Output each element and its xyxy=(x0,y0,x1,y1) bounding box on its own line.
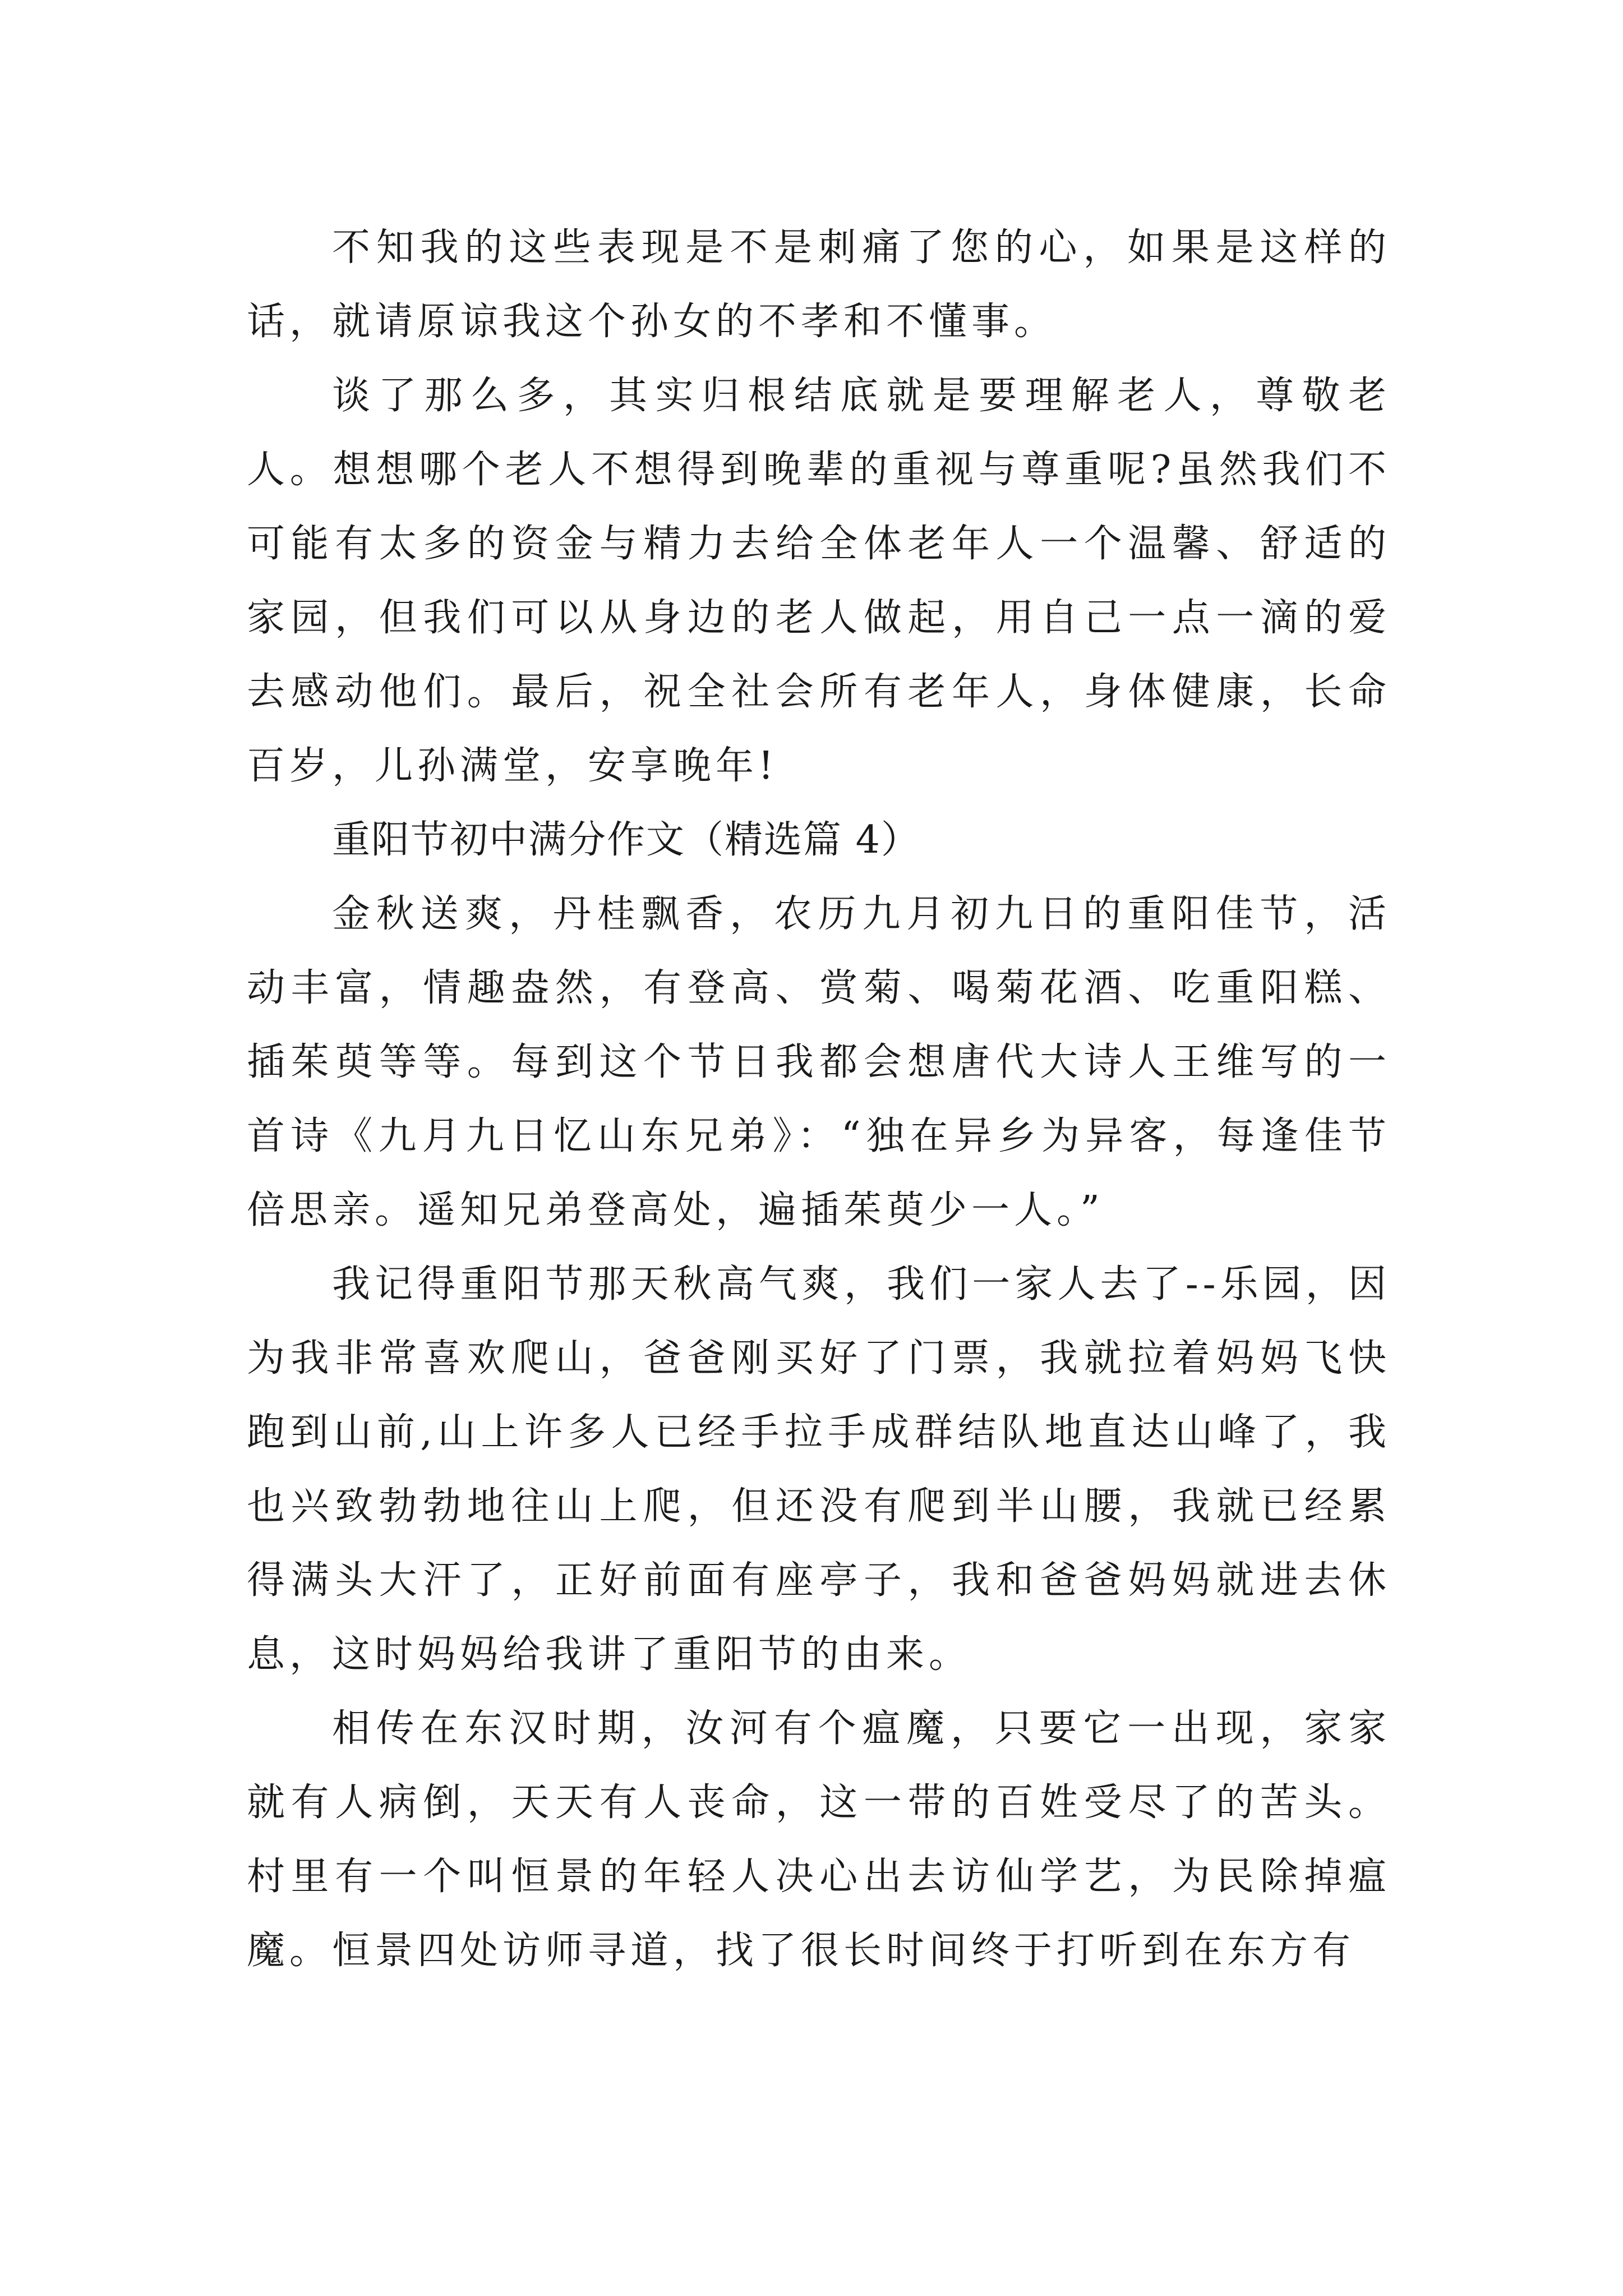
section-heading: 重阳节初中满分作文（精选篇 4） xyxy=(332,818,920,862)
paragraph-legend: 相传在东汉时期，汝河有个瘟魔，只要它一出现，家家就有人病倒，天天有人丧命，这一带的百姓受尽了的苦头。村里有一个叫恒景的年轻人决心出去访仙学艺，为民除掉瘟魔。恒景四处访师寻道，找了很长时间终于打听到在东方有 xyxy=(247,1706,1391,1973)
paragraph-festival-intro: 金秋送爽，丹桂飘香，农历九月初九日的重阳佳节，活动丰富，情趣盎然，有登高、赏菊、喝菊花酒、吃重阳糕、插茱萸等等。每到这个节日我都会想唐代大诗人王维写的一首诗《九月九日忆山东兄弟》：“独在异乡为异客，每逢佳节倍思亲。遥知兄弟登高处，遍插茱萸少一人。” xyxy=(247,892,1391,1232)
document-body xyxy=(247,211,1391,1988)
paragraph-apology: 不知我的这些表现是不是刺痛了您的心，如果是这样的话，就请原谅我这个孙女的不孝和不懂事。 xyxy=(247,226,1391,344)
paragraph-climbing: 我记得重阳节那天秋高气爽，我们一家人去了--乐园，因为我非常喜欢爬山，爸爸刚买好了门票，我就拉着妈妈飞快跑到山前,山上许多人已经手拉手成群结队地直达山峰了，我也兴致勃勃地往山上爬，但还没有爬到半山腰，我就已经累得满头大汗了，正好前面有座亭子，我和爸爸妈妈就进去休息，这时妈妈给我讲了重阳节的由来。 xyxy=(247,1262,1391,1677)
paragraph-respect-elders: 谈了那么多，其实归根结底就是要理解老人，尊敬老人。想想哪个老人不想得到晚辈的重视与尊重呢?虽然我们不可能有太多的资金与精力去给全体老年人一个温馨、舒适的家园，但我们可以从身边的老人做起，用自己一点一滴的爱去感动他们。最后，祝全社会所有老年人，身体健康，长命百岁，儿孙满堂，安享晚年! xyxy=(247,374,1391,788)
